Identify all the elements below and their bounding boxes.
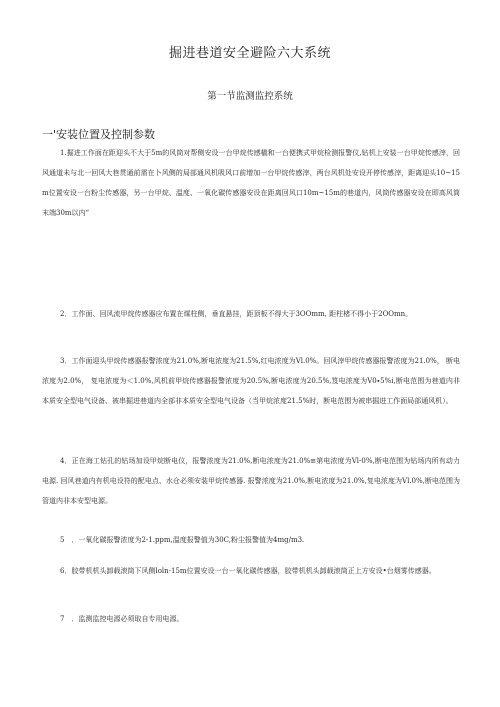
paragraph-3: 3．工作面迎头甲烷传感器报警浓度为21.0%,断电浓度为21.5%,红电浓度为Vl.0%。回风滓甲烷传感器报警浓度为21.0%， 断电浓度为2.0%， 复电浓度为＜1.0%,风机前甲烷传感器报警浓度为20.5%,断电浓度为20.5%,笈电浓度为V0∙5%i,断电范围为巷道内非本质安全型电气设备、被串掘进巷道内全部非本质安全型电气设备（当甲烷浓度21.5%时，断电范围为被串掘进工作面局部通风机）。 bbox=[42, 357, 460, 405]
paragraph-1: 1.掘进工作面在距迎头不大于5m的风筒对帮侧安设一台甲烷传感橇和一台便携式甲烷检测报警仪,钻机上安装一台甲烷传感滓，回风通道未与北一回风大巷贯通前需在卜风侧的局部通风机吸风口前增加一台甲烷传感滓，两台风机处安设开停传感滓，距离迎头10~15m位置安设一台粉尘传感器，另一台甲烷、温度、一氧化碳传感器安设在距离回风口10m~15m的巷道内，风筒传感器安设在即高风筒末端30m以内“ bbox=[42, 149, 460, 217]
paragraph-6: 6．胶带机机头卸载滚筒下风侧loln-15m位置安设一台一氧化碳传感器，胶带机机头卸载滚筒正上方安设•台烟雾传感器。 bbox=[60, 567, 436, 575]
section-heading: 一'安装位置及控制参数 bbox=[42, 128, 156, 141]
paragraph-4: 4．正在海工钻孔的钻场加设甲烷断电仪，报警浓度为21.0%,断电浓度为21.0%≡第电浓度为Vl-0%,断电范围为钻场内所有动力电源. 回风巷道内有机电设符的配电点、水仓必须安装甲烷传感器. 报警浓度为21.0%,断电浓度为21.0%,复电浓度为Vl.0%,断电范围为管道内非本安型电源。 bbox=[42, 457, 460, 505]
section-subtitle: 第一节监测监控系统 bbox=[207, 91, 293, 102]
paragraph-7: 7 ．监测监控电源必须取自专用电源。 bbox=[60, 615, 184, 623]
document-title: 掘进巷道安全避险六大系统 bbox=[168, 46, 331, 61]
paragraph-2: 2．工作面、回风流甲烷传感器应布置在煤柱侧，垂直悬挂，距顶板不得大于3OOmm, 距柱楮不得小于2OOmn。 bbox=[60, 310, 413, 318]
paragraph-5: 5 ．一氧化碳报警浓度为2-1.ppm,温度报警值为30C,粉尘报警值为4mg/m3. bbox=[60, 536, 305, 544]
